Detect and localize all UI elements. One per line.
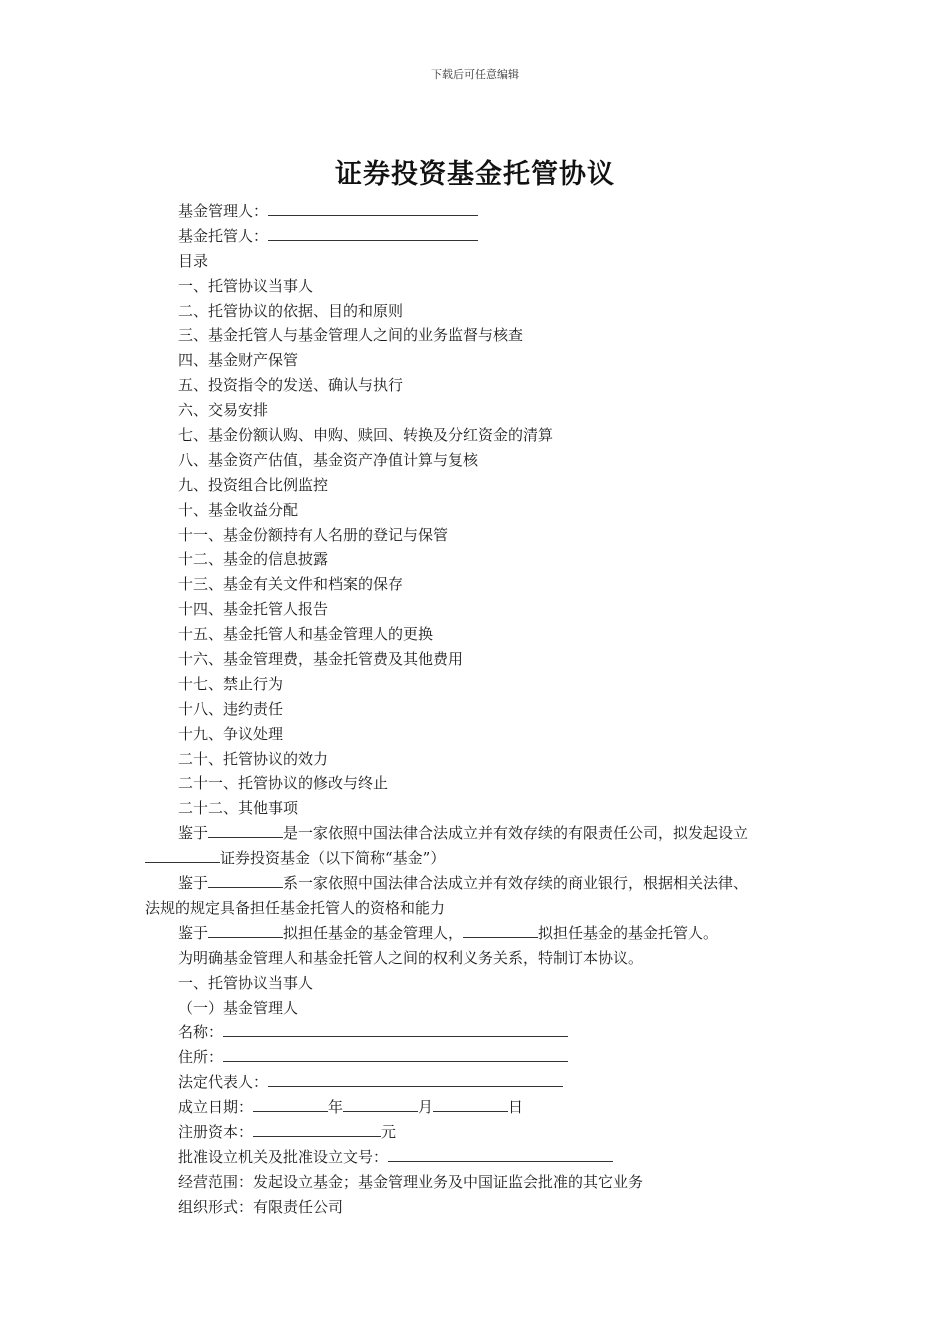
toc-item: 九、投资组合比例监控 [178,475,329,494]
recital-prefix: 鉴于 [178,824,209,843]
month-label: 月 [418,1098,434,1117]
recital-2-line-2: 法规的规定具备担任基金托管人的资格和能力 [145,898,446,917]
approval-label: 批准设立机关及批准设立文号： [178,1147,389,1166]
name-label: 名称： [178,1023,224,1042]
manager-label: 基金管理人： [178,202,269,220]
approval-field [145,1145,815,1170]
toc-item: 四、基金财产保管 [178,351,299,370]
capital-unit: 元 [381,1122,397,1141]
day-blank [433,1096,508,1112]
recital-text: 拟担任基金的基金管理人， [283,923,464,942]
toc-item: 十五、基金托管人和基金管理人的更换 [178,625,434,644]
document-body [145,199,815,1220]
recital-1-line-2 [145,846,815,871]
legal-rep-blank [268,1071,563,1087]
toc-item: 五、投资指令的发送、确认与执行 [178,376,404,395]
toc-heading: 目录 [178,251,209,270]
recital-text: 是一家依照中国法律合法成立并有效存续的有限责任公司，拟发起设立 [283,824,749,843]
capital-field [145,1120,815,1145]
business-scope: 经营范围：发起设立基金；基金管理业务及中国证监会批准的其它业务 [178,1172,644,1191]
recital-1-line-1 [145,821,815,846]
est-date-field [145,1095,815,1120]
manager-blank [268,200,478,216]
recital-blank [208,822,283,838]
recital-2-line-1 [145,871,815,896]
recital-3 [145,921,815,946]
manager-field [145,199,815,224]
toc-item: 十八、违约责任 [178,699,284,718]
month-blank [343,1096,418,1112]
toc-item: 二十二、其他事项 [178,799,299,818]
organization-form: 组织形式：有限责任公司 [178,1197,344,1216]
toc-item: 八、基金资产估值，基金资产净值计算与复核 [178,450,479,469]
toc-item: 二十一、托管协议的修改与终止 [178,774,389,793]
est-date-label: 成立日期： [178,1098,254,1117]
year-label: 年 [328,1098,344,1117]
toc-item: 六、交易安排 [178,401,269,420]
recital-prefix: 鉴于 [178,923,209,942]
recital-blank [145,847,220,863]
recital-blank [463,922,538,938]
document-title: 证券投资基金托管协议 [335,159,615,190]
legal-rep-label: 法定代表人： [178,1073,269,1092]
legal-rep-field [145,1070,815,1095]
recital-blank [208,872,283,888]
toc-item: 十三、基金有关文件和档案的保存 [178,575,404,594]
toc-item: 十、基金收益分配 [178,500,299,519]
toc-item: 十四、基金托管人报告 [178,600,329,619]
address-label: 住所： [178,1048,224,1067]
toc-item: 三、基金托管人与基金管理人之间的业务监督与核查 [178,326,524,345]
custodian-label: 基金托管人： [178,226,269,245]
address-field [145,1045,815,1070]
capital-blank [253,1121,381,1137]
recital-blank [208,922,283,938]
recital-prefix: 鉴于 [178,874,209,893]
recital-text: 拟担任基金的基金托管人。 [538,923,719,942]
capital-label: 注册资本： [178,1122,254,1141]
toc-item: 十一、基金份额持有人名册的登记与保管 [178,525,449,544]
purpose-statement: 为明确基金管理人和基金托管人之间的权利义务关系，特制订本协议。 [178,948,644,967]
toc-item: 二、托管协议的依据、目的和原则 [178,301,404,320]
recital-text: 系一家依照中国法律合法成立并有效存续的商业银行，根据相关法律、 [283,874,749,893]
section-heading: 一、托管协议当事人 [178,973,314,992]
address-blank [223,1046,568,1062]
year-blank [253,1096,328,1112]
toc-item: 十六、基金管理费，基金托管费及其他费用 [178,650,464,669]
toc-item: 二十、托管协议的效力 [178,749,329,768]
header-note: 下载后可任意编辑 [431,68,519,81]
subsection-heading: （一）基金管理人 [178,998,299,1017]
name-field [145,1020,815,1045]
custodian-blank [268,225,478,241]
name-blank [223,1021,568,1037]
toc-item: 七、基金份额认购、申购、赎回、转换及分红资金的清算 [178,426,554,445]
toc-item: 十九、争议处理 [178,724,284,743]
toc-item: 十二、基金的信息披露 [178,550,329,569]
toc-item: 十七、禁止行为 [178,674,284,693]
approval-blank [388,1146,613,1162]
toc-item: 一、托管协议当事人 [178,276,314,295]
custodian-field [145,224,815,249]
day-label: 日 [508,1098,524,1117]
recital-text: 证券投资基金（以下简称“基金”） [220,849,446,868]
